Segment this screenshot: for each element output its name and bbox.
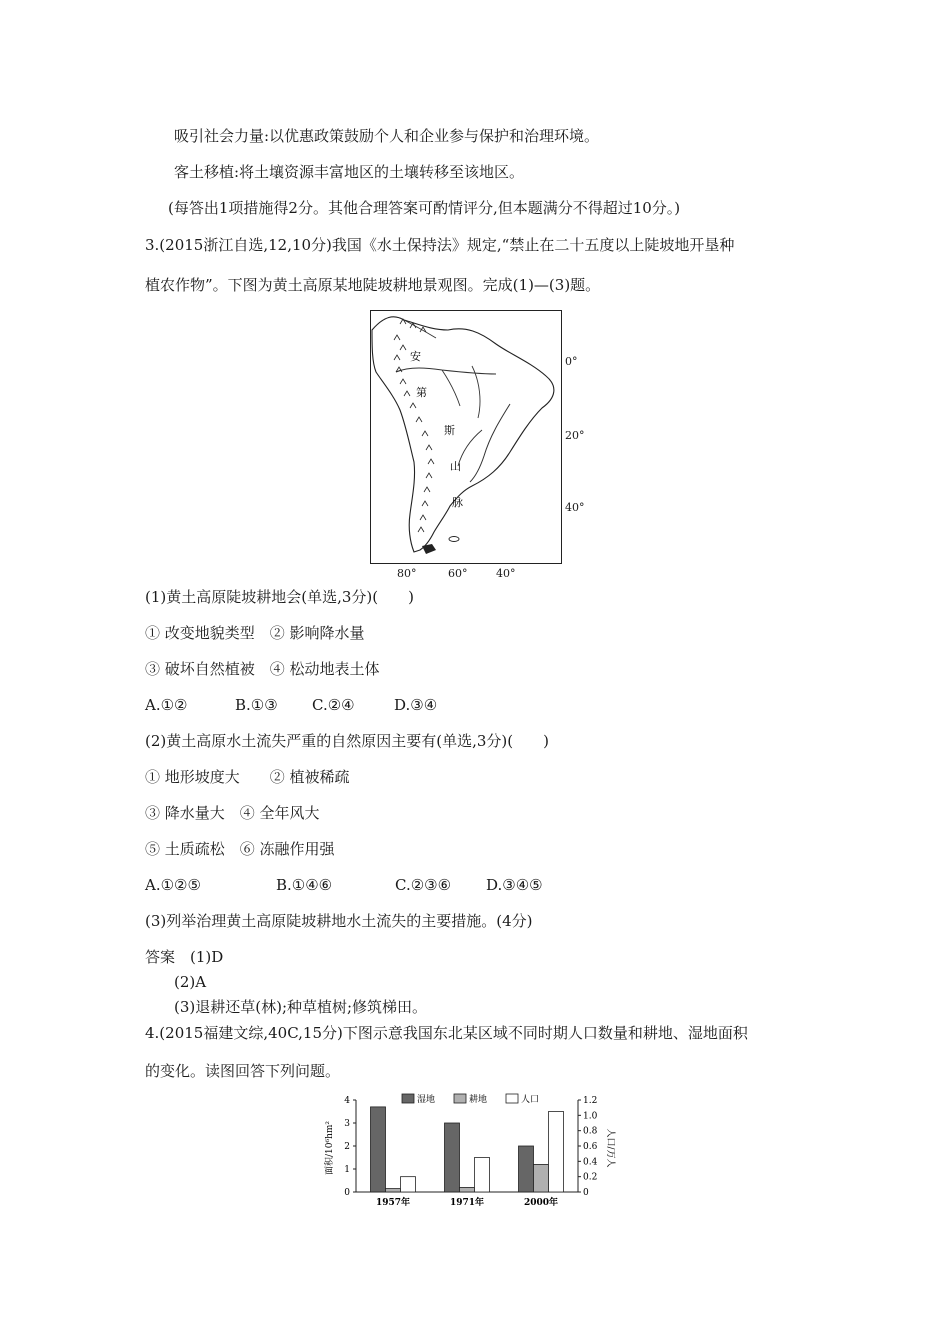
sub-question-1-choice-d: D.③④	[394, 696, 438, 714]
sub-question-1: (1)黄土高原陡坡耕地会(单选,3分)( )	[145, 588, 414, 606]
bar-耕地-1957年	[386, 1189, 401, 1192]
sub-question-2-choice-a: A.①②⑤	[145, 876, 201, 894]
text-line-social: 吸引社会力量:以优惠政策鼓励个人和企业参与保护和治理环境。	[174, 127, 600, 145]
sub-question-1-choice-a: A.①②	[145, 696, 188, 714]
bar-湿地-1971年	[445, 1123, 460, 1192]
legend-swatch	[506, 1094, 518, 1103]
question-4-line-2: 的变化。读图回答下列问题。	[145, 1062, 341, 1080]
bar-湿地-1957年	[371, 1107, 386, 1192]
bar-人口-1957年	[401, 1177, 416, 1192]
legend-swatch	[402, 1094, 414, 1103]
map-lat-0: 0°	[565, 355, 578, 368]
legend-swatch	[454, 1094, 466, 1103]
map-lon-80: 80°	[397, 567, 417, 580]
right-tick-label: 1.0	[583, 1111, 598, 1122]
y-axis-label-right: 人口/万人	[605, 1128, 615, 1168]
text-line-soil-transfer: 客土移植:将土壤资源丰富地区的土壤转移至该地区。	[174, 163, 525, 181]
map-label-mai: 脉	[452, 496, 463, 509]
population-land-chart	[320, 1090, 620, 1215]
bar-人口-2000年	[549, 1112, 564, 1193]
answer-line-3: (3)退耕还草(林);种草植树;修筑梯田。	[174, 998, 428, 1016]
left-tick-label: 1	[344, 1165, 350, 1175]
sub-question-2-choice-c: C.②③⑥	[395, 876, 452, 894]
question-3-line-2: 植农作物”。下图为黄土高原某地陡坡耕地景观图。完成(1)—(3)题。	[145, 276, 601, 294]
bar-耕地-1971年	[460, 1187, 475, 1192]
left-tick-label: 0	[344, 1188, 350, 1198]
sub-question-1-choice-c: C.②④	[312, 696, 355, 714]
legend-label: 湿地	[417, 1095, 436, 1105]
map-label-an: 安	[410, 350, 421, 363]
right-tick-label: 0.8	[583, 1126, 598, 1137]
text-line-scoring: (每答出1项措施得2分。其他合理答案可酌情评分,但本题满分不得超过10分。)	[168, 199, 681, 217]
answer-line-1: 答案 (1)D	[145, 948, 224, 966]
sub-question-2-options-a: ① 地形坡度大 ② 植被稀疏	[145, 768, 350, 786]
x-tick-label: 2000年	[523, 1198, 559, 1208]
right-tick-label: 0.2	[583, 1172, 598, 1183]
sub-question-2-options-b: ③ 降水量大 ④ 全年风大	[145, 804, 320, 822]
map-lat-40: 40°	[565, 501, 585, 514]
sub-question-1-choice-b: B.①③	[235, 696, 278, 714]
x-tick-label: 1971年	[449, 1198, 485, 1208]
sub-question-2-options-c: ⑤ 土质疏松 ⑥ 冻融作用强	[145, 840, 335, 858]
map-lon-40: 40°	[496, 567, 516, 580]
bar-耕地-2000年	[534, 1164, 549, 1192]
map-label-shan: 山	[450, 460, 461, 473]
map-lat-20: 20°	[565, 429, 585, 442]
sub-question-2-choice-d: D.③④⑤	[486, 876, 543, 894]
legend-label: 人口	[521, 1095, 540, 1105]
question-3-line-1: 3.(2015浙江自选,12,10分)我国《水土保持法》规定,“禁止在二十五度以上陡坡地开垦种	[145, 236, 735, 254]
left-tick-label: 4	[344, 1096, 350, 1106]
map-label-si: 斯	[444, 424, 455, 437]
sub-question-3: (3)列举治理黄土高原陡坡耕地水土流失的主要措施。(4分)	[145, 912, 533, 930]
question-4-line-1: 4.(2015福建文综,40C,15分)下图示意我国东北某区域不同时期人口数量和耕地、湿地面积	[145, 1024, 748, 1042]
right-tick-label: 0	[583, 1188, 589, 1198]
right-tick-label: 0.6	[583, 1142, 598, 1152]
right-tick-label: 1.2	[583, 1096, 598, 1106]
sub-question-2: (2)黄土高原水土流失严重的自然原因主要有(单选,3分)( )	[145, 732, 549, 750]
y-axis-label-left: 面积/10⁶hm²	[325, 1120, 335, 1176]
legend-label: 耕地	[469, 1095, 488, 1105]
x-tick-label: 1957年	[375, 1198, 411, 1208]
bar-人口-1971年	[475, 1158, 490, 1193]
map-lon-60: 60°	[448, 567, 468, 580]
left-tick-label: 2	[344, 1142, 350, 1152]
sub-question-2-choice-b: B.①④⑥	[276, 876, 333, 894]
sub-question-1-options-a: ① 改变地貌类型 ② 影响降水量	[145, 624, 365, 642]
map-label-di: 第	[416, 386, 427, 399]
south-america-map	[370, 310, 562, 564]
right-tick-label: 0.4	[583, 1157, 598, 1168]
sub-question-1-options-b: ③ 破坏自然植被 ④ 松动地表土体	[145, 660, 380, 678]
bar-湿地-2000年	[519, 1146, 534, 1192]
answer-line-2: (2)A	[174, 973, 207, 991]
left-tick-label: 3	[344, 1119, 350, 1129]
